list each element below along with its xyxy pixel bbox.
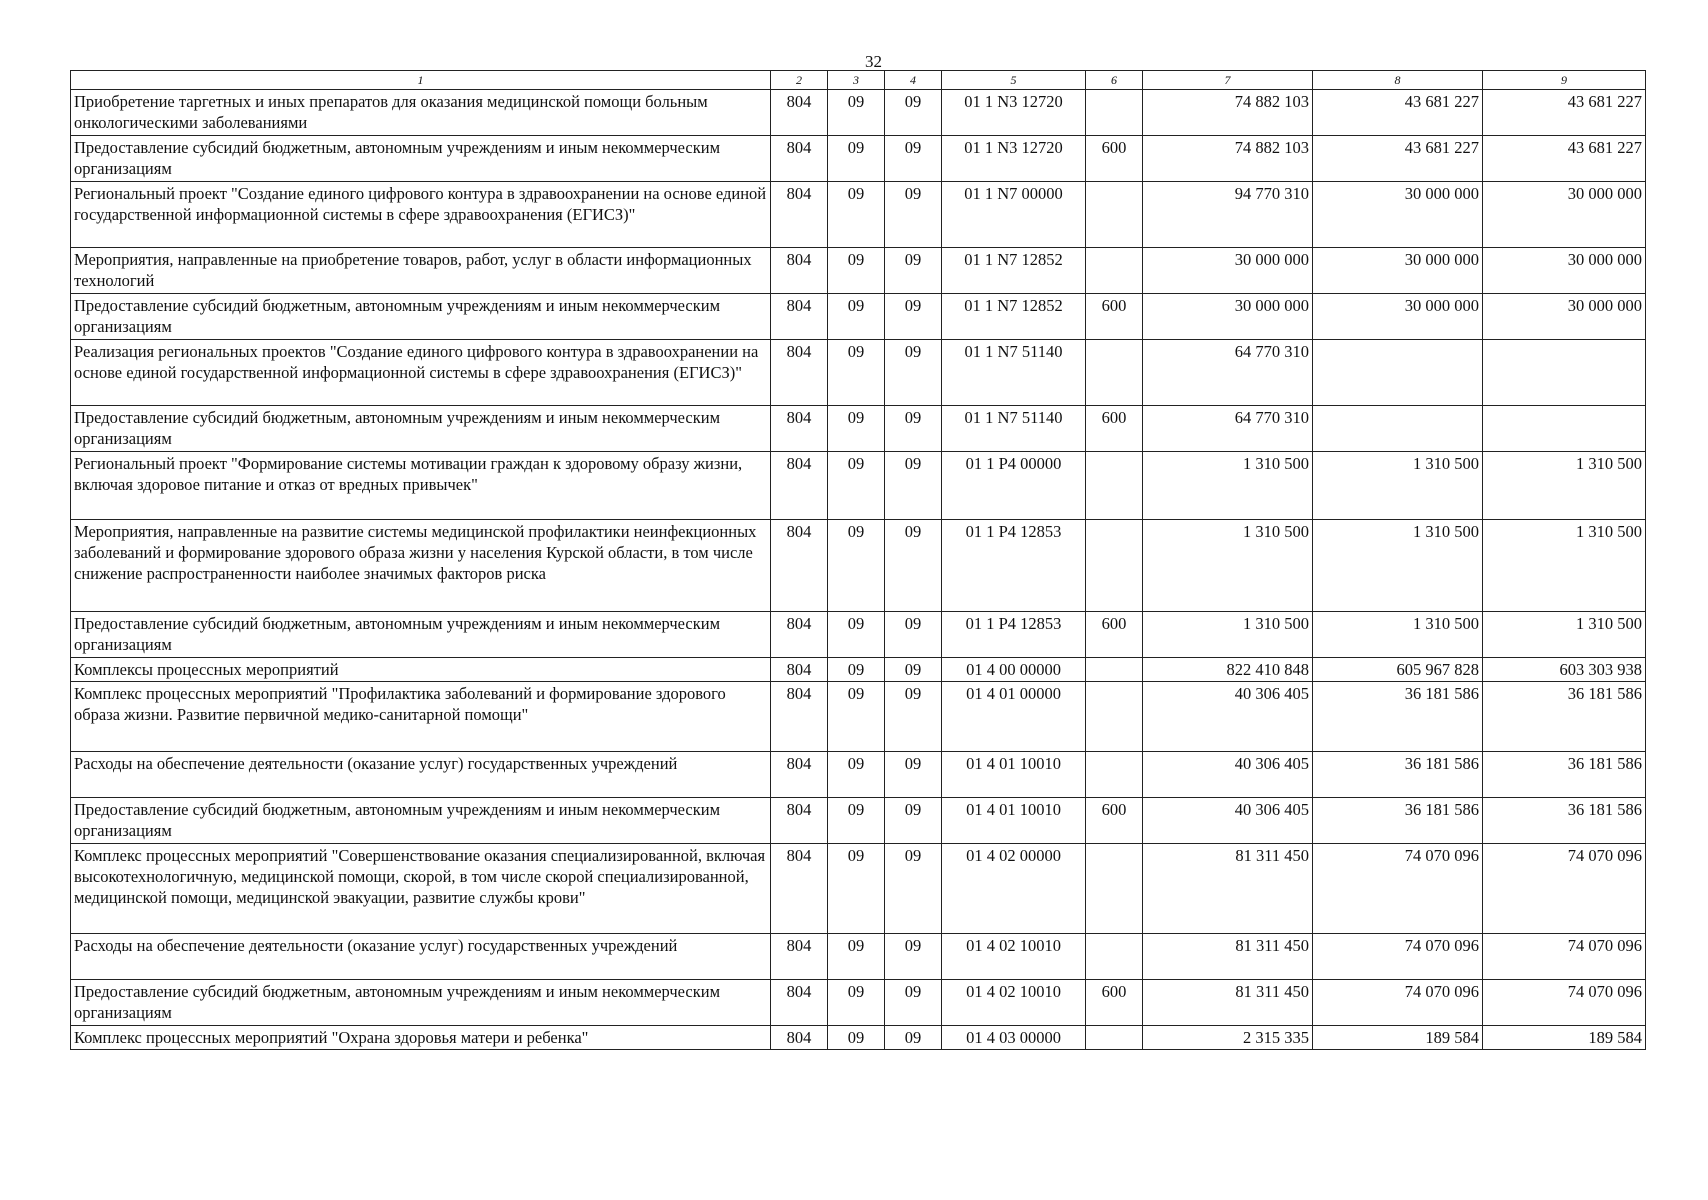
- column-header: 5: [942, 71, 1086, 90]
- chapter-code: 804: [771, 844, 828, 934]
- section-code: 09: [828, 520, 885, 612]
- amount-col8: [1313, 406, 1483, 452]
- row-name: Региональный проект "Создание единого цифрового контура в здравоохранении на основе единой государственной информационной системы в сфере здравоохранения (ЕГИСЗ)": [71, 182, 771, 248]
- section-code: 09: [828, 682, 885, 752]
- target-article-code: 01 1 N3 12720: [942, 90, 1086, 136]
- expense-type-code: 600: [1086, 136, 1143, 182]
- target-article-code: 01 4 02 10010: [942, 934, 1086, 980]
- subsection-code: 09: [885, 612, 942, 658]
- target-article-code: 01 4 03 00000: [942, 1026, 1086, 1050]
- column-header: 3: [828, 71, 885, 90]
- amount-col9: 30 000 000: [1483, 248, 1646, 294]
- row-name: Предоставление субсидий бюджетным, автономным учреждениям и иным некоммерческим организациям: [71, 136, 771, 182]
- row-name: Мероприятия, направленные на развитие системы медицинской профилактики неинфекционных заболеваний и формирование здорового образа жизни у населения Курской области, в том числе снижение распространенности наиболее значимых факторов риска: [71, 520, 771, 612]
- amount-col9: [1483, 340, 1646, 406]
- amount-col8: 30 000 000: [1313, 182, 1483, 248]
- column-header: 1: [71, 71, 771, 90]
- column-header: 4: [885, 71, 942, 90]
- table-row: [71, 798, 1646, 844]
- chapter-code: 804: [771, 682, 828, 752]
- table-row: [71, 682, 1646, 752]
- expense-type-code: [1086, 248, 1143, 294]
- chapter-code: 804: [771, 136, 828, 182]
- amount-col8: 30 000 000: [1313, 294, 1483, 340]
- chapter-code: 804: [771, 248, 828, 294]
- amount-col9: 43 681 227: [1483, 136, 1646, 182]
- row-name: Приобретение таргетных и иных препаратов для оказания медицинской помощи больным онкологическими заболеваниями: [71, 90, 771, 136]
- amount-col7: 1 310 500: [1143, 520, 1313, 612]
- section-code: 09: [828, 844, 885, 934]
- target-article-code: 01 4 01 10010: [942, 752, 1086, 798]
- target-article-code: 01 1 P4 12853: [942, 612, 1086, 658]
- chapter-code: 804: [771, 340, 828, 406]
- row-name: Комплекс процессных мероприятий "Профилактика заболеваний и формирование здорового образа жизни. Развитие первичной медико-санитарной помощи": [71, 682, 771, 752]
- chapter-code: 804: [771, 182, 828, 248]
- section-code: 09: [828, 980, 885, 1026]
- row-name: Предоставление субсидий бюджетным, автономным учреждениям и иным некоммерческим организациям: [71, 294, 771, 340]
- amount-col9: 36 181 586: [1483, 752, 1646, 798]
- subsection-code: 09: [885, 682, 942, 752]
- table-row: [71, 934, 1646, 980]
- amount-col9: 43 681 227: [1483, 90, 1646, 136]
- subsection-code: 09: [885, 1026, 942, 1050]
- amount-col9: 30 000 000: [1483, 182, 1646, 248]
- amount-col7: 30 000 000: [1143, 294, 1313, 340]
- column-header: 9: [1483, 71, 1646, 90]
- column-number-row: [71, 71, 1646, 90]
- amount-col8: 36 181 586: [1313, 752, 1483, 798]
- amount-col9: 36 181 586: [1483, 682, 1646, 752]
- table-row: [71, 452, 1646, 520]
- row-name: Предоставление субсидий бюджетным, автономным учреждениям и иным некоммерческим организациям: [71, 612, 771, 658]
- section-code: 09: [828, 934, 885, 980]
- amount-col9: 1 310 500: [1483, 612, 1646, 658]
- target-article-code: 01 4 00 00000: [942, 658, 1086, 682]
- row-name: Региональный проект "Формирование системы мотивации граждан к здоровому образу жизни, включая здоровое питание и отказ от вредных привычек": [71, 452, 771, 520]
- column-header: 6: [1086, 71, 1143, 90]
- section-code: 09: [828, 90, 885, 136]
- target-article-code: 01 1 N3 12720: [942, 136, 1086, 182]
- row-name: Комплекс процессных мероприятий "Совершенствование оказания специализированной, включая высокотехнологичную, медицинской помощи, скорой, в том числе скорой специализированной, медицинской помощи, медицинской эвакуации, развитие службы крови": [71, 844, 771, 934]
- chapter-code: 804: [771, 294, 828, 340]
- target-article-code: 01 1 N7 00000: [942, 182, 1086, 248]
- amount-col8: 189 584: [1313, 1026, 1483, 1050]
- amount-col8: [1313, 340, 1483, 406]
- table-row: [71, 406, 1646, 452]
- section-code: 09: [828, 136, 885, 182]
- table-row: [71, 612, 1646, 658]
- amount-col7: 74 882 103: [1143, 90, 1313, 136]
- expense-type-code: [1086, 182, 1143, 248]
- amount-col8: 74 070 096: [1313, 934, 1483, 980]
- amount-col9: 30 000 000: [1483, 294, 1646, 340]
- expense-type-code: 600: [1086, 612, 1143, 658]
- row-name: Предоставление субсидий бюджетным, автономным учреждениям и иным некоммерческим организациям: [71, 798, 771, 844]
- table-row: [71, 182, 1646, 248]
- row-name: Комплексы процессных мероприятий: [71, 658, 771, 682]
- subsection-code: 09: [885, 136, 942, 182]
- subsection-code: 09: [885, 752, 942, 798]
- table-row: [71, 658, 1646, 682]
- subsection-code: 09: [885, 182, 942, 248]
- chapter-code: 804: [771, 1026, 828, 1050]
- table-row: [71, 1026, 1646, 1050]
- table-row: [71, 136, 1646, 182]
- target-article-code: 01 4 02 00000: [942, 844, 1086, 934]
- amount-col8: 43 681 227: [1313, 136, 1483, 182]
- amount-col7: 94 770 310: [1143, 182, 1313, 248]
- row-name: Мероприятия, направленные на приобретение товаров, работ, услуг в области информационных технологий: [71, 248, 771, 294]
- section-code: 09: [828, 340, 885, 406]
- subsection-code: 09: [885, 406, 942, 452]
- expense-type-code: [1086, 844, 1143, 934]
- target-article-code: 01 1 N7 51140: [942, 406, 1086, 452]
- amount-col7: 822 410 848: [1143, 658, 1313, 682]
- target-article-code: 01 4 01 00000: [942, 682, 1086, 752]
- expense-type-code: [1086, 340, 1143, 406]
- amount-col8: 1 310 500: [1313, 520, 1483, 612]
- expense-type-code: [1086, 520, 1143, 612]
- section-code: 09: [828, 658, 885, 682]
- row-name: Расходы на обеспечение деятельности (оказание услуг) государственных учреждений: [71, 752, 771, 798]
- subsection-code: 09: [885, 90, 942, 136]
- target-article-code: 01 1 P4 00000: [942, 452, 1086, 520]
- amount-col7: 1 310 500: [1143, 452, 1313, 520]
- section-code: 09: [828, 452, 885, 520]
- amount-col7: 81 311 450: [1143, 980, 1313, 1026]
- column-header: 7: [1143, 71, 1313, 90]
- amount-col8: 43 681 227: [1313, 90, 1483, 136]
- chapter-code: 804: [771, 406, 828, 452]
- amount-col8: 1 310 500: [1313, 612, 1483, 658]
- section-code: 09: [828, 294, 885, 340]
- amount-col7: 74 882 103: [1143, 136, 1313, 182]
- amount-col8: 605 967 828: [1313, 658, 1483, 682]
- subsection-code: 09: [885, 658, 942, 682]
- chapter-code: 804: [771, 752, 828, 798]
- table-row: [71, 340, 1646, 406]
- row-name: Реализация региональных проектов "Создание единого цифрового контура в здравоохранении на основе единой государственной информационной системы в сфере здравоохранения (ЕГИСЗ)": [71, 340, 771, 406]
- chapter-code: 804: [771, 798, 828, 844]
- chapter-code: 804: [771, 658, 828, 682]
- expense-type-code: [1086, 752, 1143, 798]
- amount-col9: 74 070 096: [1483, 934, 1646, 980]
- amount-col8: 36 181 586: [1313, 682, 1483, 752]
- amount-col7: 40 306 405: [1143, 798, 1313, 844]
- section-code: 09: [828, 248, 885, 294]
- chapter-code: 804: [771, 520, 828, 612]
- amount-col7: 64 770 310: [1143, 406, 1313, 452]
- section-code: 09: [828, 406, 885, 452]
- column-header: 8: [1313, 71, 1483, 90]
- amount-col7: 40 306 405: [1143, 752, 1313, 798]
- subsection-code: 09: [885, 340, 942, 406]
- section-code: 09: [828, 798, 885, 844]
- table-row: [71, 752, 1646, 798]
- expense-type-code: 600: [1086, 798, 1143, 844]
- chapter-code: 804: [771, 980, 828, 1026]
- subsection-code: 09: [885, 520, 942, 612]
- amount-col9: 1 310 500: [1483, 452, 1646, 520]
- target-article-code: 01 4 02 10010: [942, 980, 1086, 1026]
- amount-col7: 1 310 500: [1143, 612, 1313, 658]
- target-article-code: 01 1 N7 51140: [942, 340, 1086, 406]
- table-row: [71, 90, 1646, 136]
- amount-col8: 74 070 096: [1313, 844, 1483, 934]
- table-row: [71, 520, 1646, 612]
- chapter-code: 804: [771, 612, 828, 658]
- row-name: Комплекс процессных мероприятий "Охрана здоровья матери и ребенка": [71, 1026, 771, 1050]
- table-row: [71, 248, 1646, 294]
- amount-col8: 74 070 096: [1313, 980, 1483, 1026]
- amount-col8: 30 000 000: [1313, 248, 1483, 294]
- expense-type-code: 600: [1086, 980, 1143, 1026]
- row-name: Предоставление субсидий бюджетным, автономным учреждениям и иным некоммерческим организациям: [71, 980, 771, 1026]
- table-row: [71, 844, 1646, 934]
- amount-col9: 1 310 500: [1483, 520, 1646, 612]
- expense-type-code: [1086, 682, 1143, 752]
- section-code: 09: [828, 612, 885, 658]
- amount-col7: 64 770 310: [1143, 340, 1313, 406]
- section-code: 09: [828, 182, 885, 248]
- amount-col9: 36 181 586: [1483, 798, 1646, 844]
- expense-type-code: [1086, 452, 1143, 520]
- subsection-code: 09: [885, 294, 942, 340]
- subsection-code: 09: [885, 980, 942, 1026]
- subsection-code: 09: [885, 248, 942, 294]
- chapter-code: 804: [771, 90, 828, 136]
- expense-type-code: [1086, 90, 1143, 136]
- amount-col7: 40 306 405: [1143, 682, 1313, 752]
- amount-col9: 74 070 096: [1483, 980, 1646, 1026]
- amount-col8: 36 181 586: [1313, 798, 1483, 844]
- amount-col9: 603 303 938: [1483, 658, 1646, 682]
- chapter-code: 804: [771, 934, 828, 980]
- target-article-code: 01 1 N7 12852: [942, 294, 1086, 340]
- row-name: Расходы на обеспечение деятельности (оказание услуг) государственных учреждений: [71, 934, 771, 980]
- section-code: 09: [828, 752, 885, 798]
- amount-col7: 81 311 450: [1143, 934, 1313, 980]
- expense-type-code: 600: [1086, 294, 1143, 340]
- row-name: Предоставление субсидий бюджетным, автономным учреждениям и иным некоммерческим организациям: [71, 406, 771, 452]
- page-number: 32: [865, 52, 882, 71]
- subsection-code: 09: [885, 452, 942, 520]
- section-code: 09: [828, 1026, 885, 1050]
- subsection-code: 09: [885, 798, 942, 844]
- expense-type-code: [1086, 934, 1143, 980]
- subsection-code: 09: [885, 844, 942, 934]
- expense-type-code: 600: [1086, 406, 1143, 452]
- subsection-code: 09: [885, 934, 942, 980]
- budget-table: [70, 70, 1646, 1050]
- chapter-code: 804: [771, 452, 828, 520]
- target-article-code: 01 1 P4 12853: [942, 520, 1086, 612]
- amount-col8: 1 310 500: [1313, 452, 1483, 520]
- column-header: 2: [771, 71, 828, 90]
- amount-col9: 74 070 096: [1483, 844, 1646, 934]
- amount-col7: 2 315 335: [1143, 1026, 1313, 1050]
- target-article-code: 01 4 01 10010: [942, 798, 1086, 844]
- expense-type-code: [1086, 658, 1143, 682]
- amount-col7: 30 000 000: [1143, 248, 1313, 294]
- amount-col9: [1483, 406, 1646, 452]
- amount-col9: 189 584: [1483, 1026, 1646, 1050]
- expense-type-code: [1086, 1026, 1143, 1050]
- target-article-code: 01 1 N7 12852: [942, 248, 1086, 294]
- amount-col7: 81 311 450: [1143, 844, 1313, 934]
- table-row: [71, 294, 1646, 340]
- table-row: [71, 980, 1646, 1026]
